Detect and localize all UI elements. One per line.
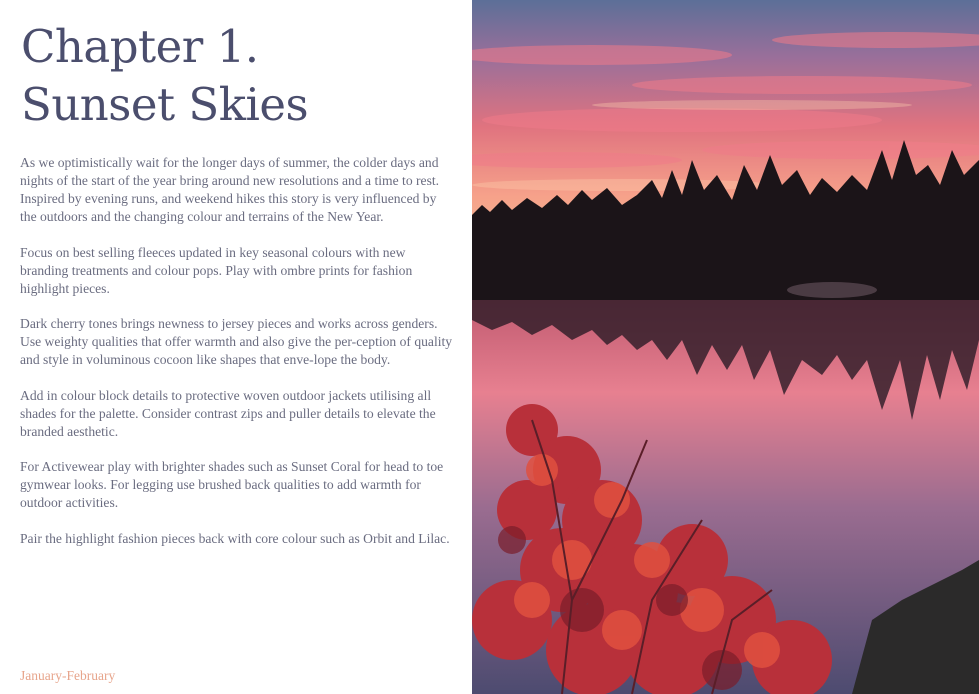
chapter-title — [21, 18, 308, 134]
season-label: January-February — [20, 668, 116, 683]
paragraph: As we optimistically wait for the longer days of summer, the colder days and nights of the start of the year bring around new resolutions and a time to rest. Inspired by evening runs, and weekend hikes this story is very influenced by the outdoors and the changing colour and terrains of the New Year. — [20, 155, 440, 224]
paragraph: For Activewear play with brighter shades such as Sunset Coral for head to toe gymwear looks. For legging use brushed back qualities to add warmth for outdoor activities. — [20, 459, 444, 510]
paragraph: Focus on best selling fleeces updated in key seasonal colours with new branding treatments and colour pops. Play with ombre prints for fashion highlight pieces. — [20, 244, 413, 296]
sunset-lake-photo — [472, 0, 979, 694]
paragraph: Dark cherry tones brings newness to jersey pieces and works across genders. Use weighty qualities that offer warmth and also give the per-ception of quality and style in voluminous cocoon like shapes that enve-lope the body. — [20, 316, 453, 367]
chapter-number: Chapter 1. — [21, 20, 259, 73]
story-body — [20, 154, 456, 565]
paragraph: Pair the highlight fashion pieces back with core colour such as Orbit and Lilac. — [20, 530, 450, 546]
paragraph: Add in colour block details to protective woven outdoor jackets utilising all shades for the palette. Consider contrast zips and puller details to elevate the branded aesthetic. — [20, 387, 436, 439]
chapter-name: Sunset Skies — [21, 78, 309, 131]
text-panel — [0, 0, 472, 694]
